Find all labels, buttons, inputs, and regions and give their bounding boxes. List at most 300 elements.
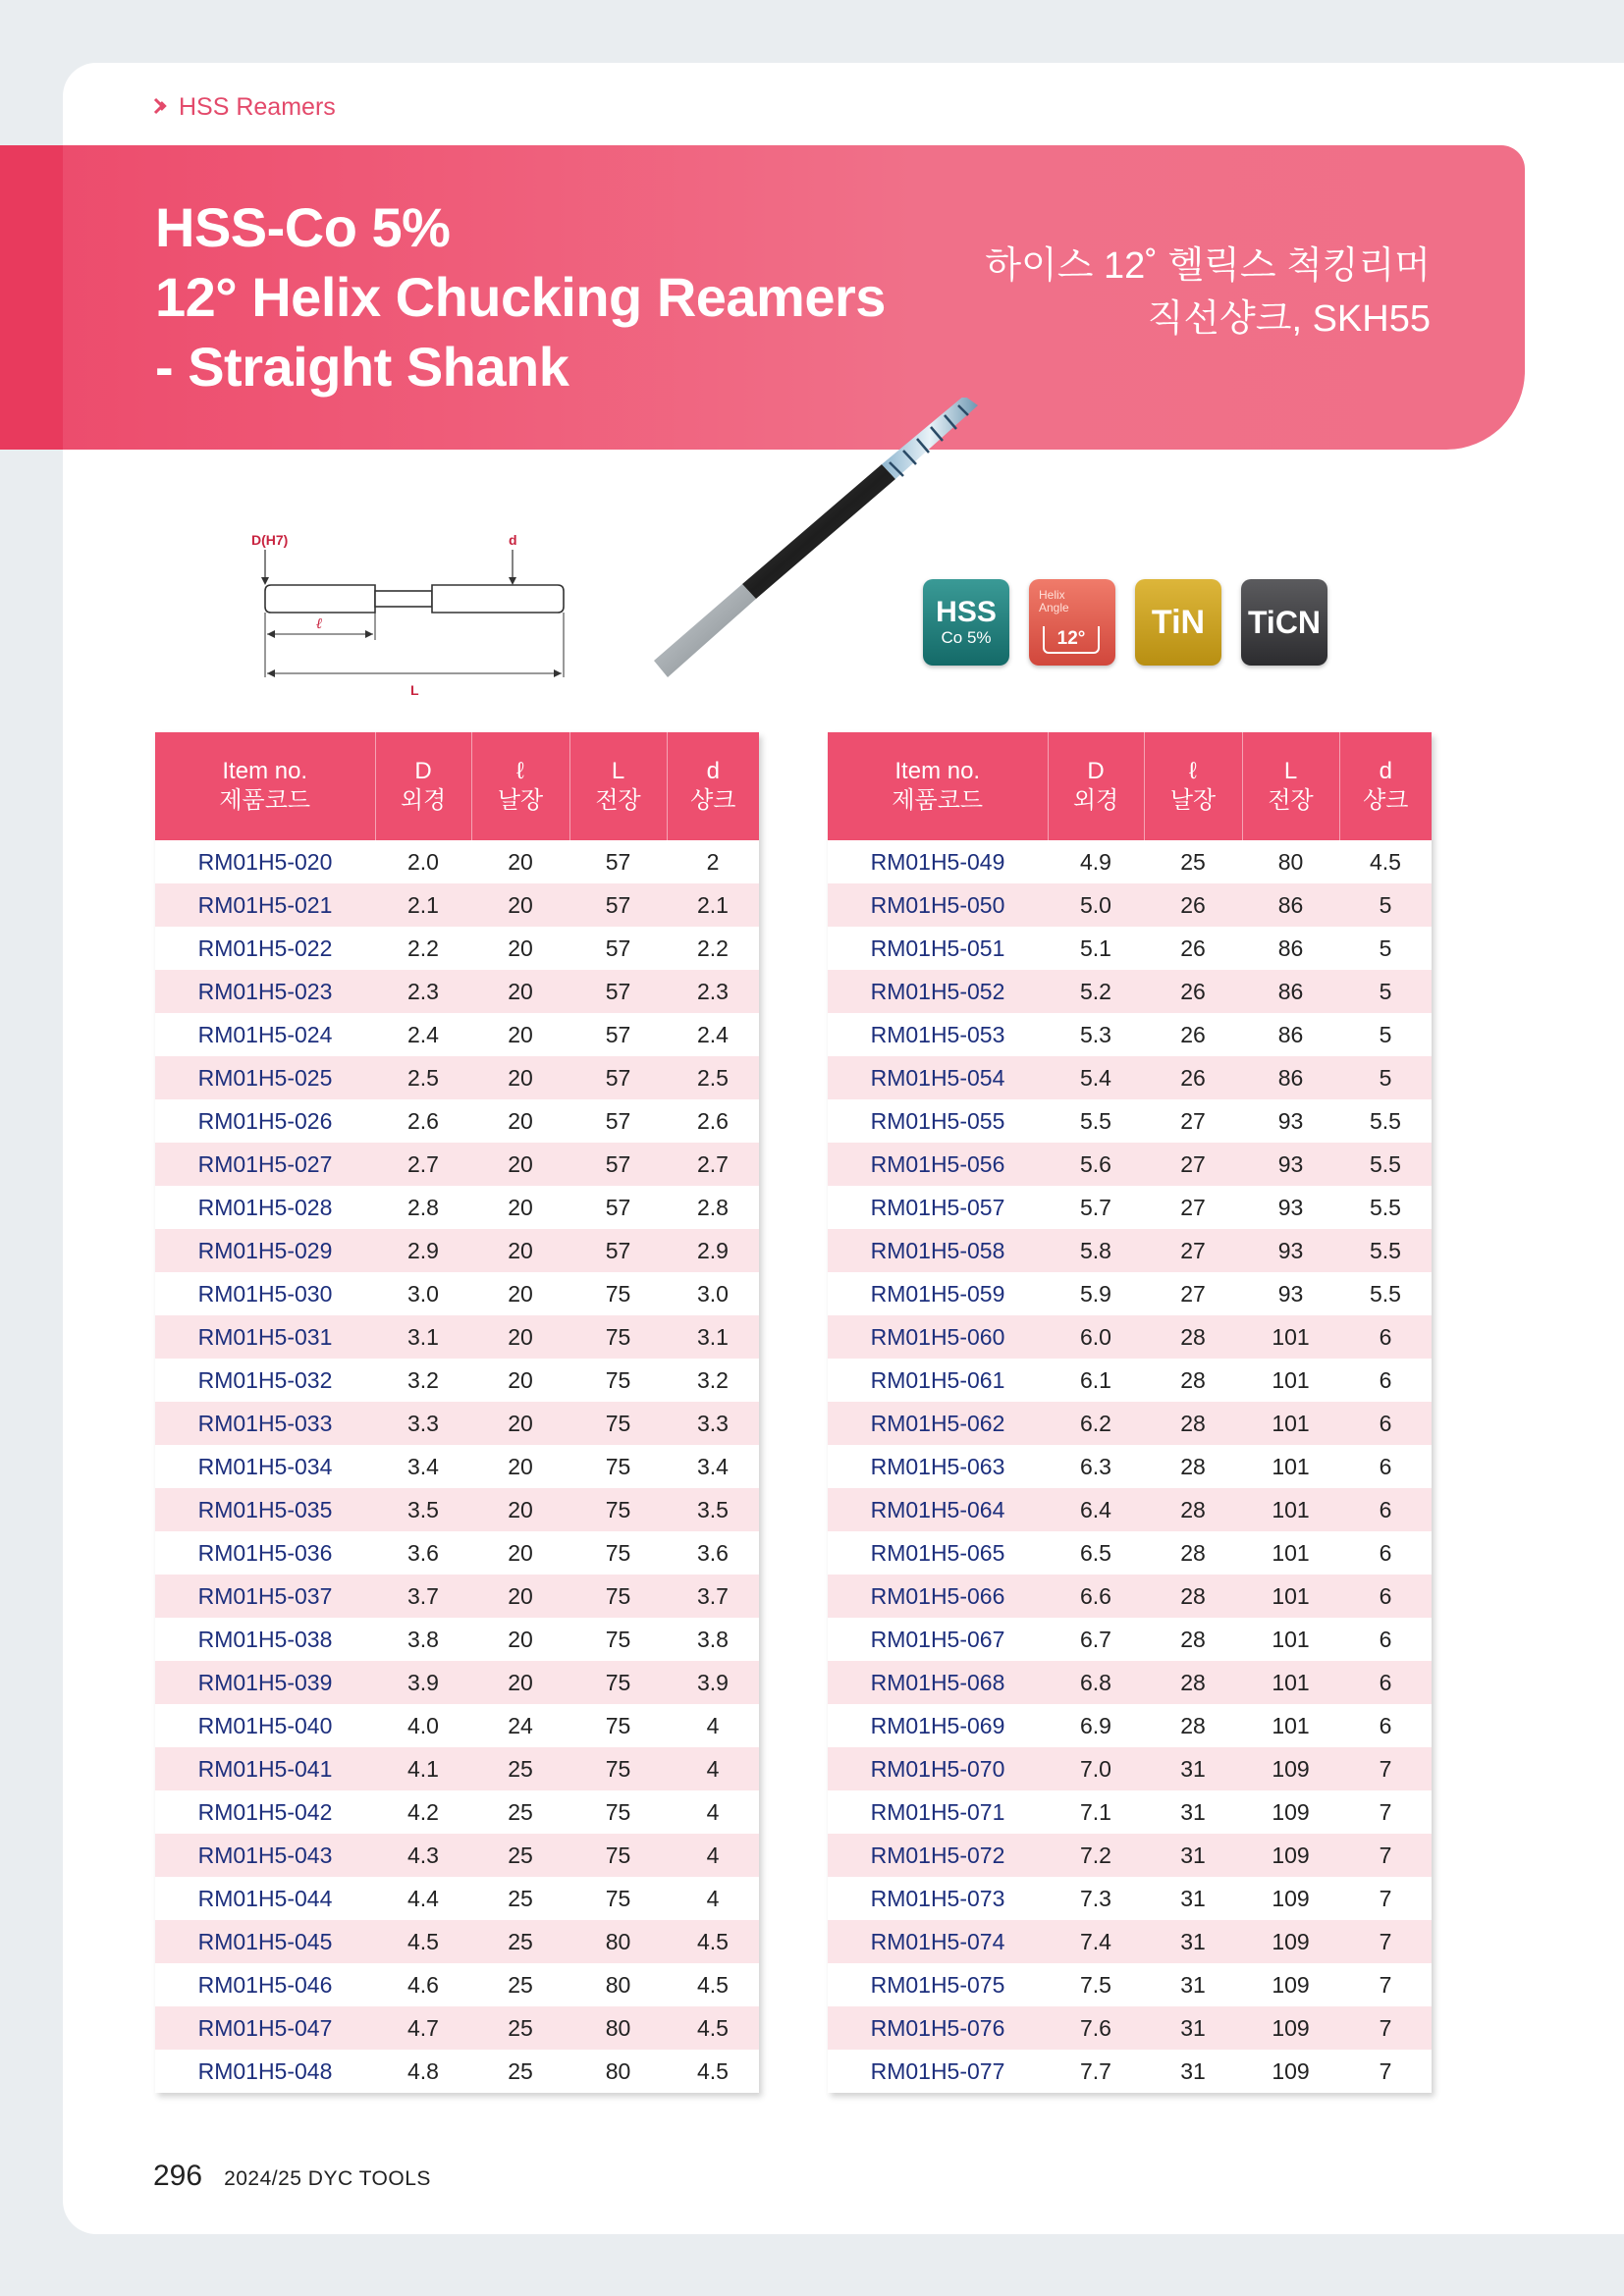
item-code-cell: RM01H5-055 [828, 1099, 1048, 1143]
table-cell: 2.7 [375, 1143, 471, 1186]
item-code-cell: RM01H5-067 [828, 1618, 1048, 1661]
table-cell: 6 [1339, 1704, 1432, 1747]
table-cell: 25 [471, 1920, 569, 1963]
table-cell: 20 [471, 1575, 569, 1618]
table-row [155, 1229, 759, 1272]
item-code-cell: RM01H5-054 [828, 1056, 1048, 1099]
table-cell: 2.1 [375, 883, 471, 927]
table-cell: 3.2 [667, 1359, 759, 1402]
table-cell: 57 [569, 1143, 667, 1186]
table-cell: 31 [1144, 1834, 1242, 1877]
table-cell: 5 [1339, 883, 1432, 927]
table-cell: 57 [569, 1186, 667, 1229]
table-cell: 101 [1242, 1575, 1339, 1618]
table-cell: 57 [569, 883, 667, 927]
table-cell: 109 [1242, 1790, 1339, 1834]
table-cell: 93 [1242, 1272, 1339, 1315]
table-cell: 6 [1339, 1618, 1432, 1661]
table-row [828, 1315, 1432, 1359]
table-cell: 75 [569, 1790, 667, 1834]
table-cell: 3.8 [375, 1618, 471, 1661]
column-header: L 전장 [1242, 732, 1339, 840]
item-code-cell: RM01H5-026 [155, 1099, 375, 1143]
table-cell: 28 [1144, 1315, 1242, 1359]
table-cell: 27 [1144, 1229, 1242, 1272]
table-cell: 80 [569, 1963, 667, 2006]
breadcrumb[interactable] [153, 92, 336, 122]
table-cell: 6 [1339, 1315, 1432, 1359]
table-cell: 25 [471, 2006, 569, 2050]
table-cell: 93 [1242, 1229, 1339, 1272]
table-cell: 57 [569, 1099, 667, 1143]
item-code-cell: RM01H5-022 [155, 927, 375, 970]
table-cell: 5.5 [1339, 1272, 1432, 1315]
item-code-cell: RM01H5-071 [828, 1790, 1048, 1834]
table-cell: 86 [1242, 970, 1339, 1013]
table-cell: 80 [569, 2006, 667, 2050]
table-cell: 75 [569, 1834, 667, 1877]
table-cell: 5.5 [1339, 1186, 1432, 1229]
table-row [155, 1575, 759, 1618]
item-code-cell: RM01H5-032 [155, 1359, 375, 1402]
table-row [155, 1402, 759, 1445]
table-row [155, 1143, 759, 1186]
table-row [155, 1704, 759, 1747]
table-cell: 5.8 [1048, 1229, 1144, 1272]
table-row [828, 1575, 1432, 1618]
table-cell: 101 [1242, 1661, 1339, 1704]
table-cell: 4.5 [1339, 840, 1432, 883]
label-l: ℓ [316, 616, 323, 632]
table-cell: 25 [471, 1834, 569, 1877]
item-code-cell: RM01H5-063 [828, 1445, 1048, 1488]
diagram-flute [265, 585, 375, 613]
table-row [155, 1013, 759, 1056]
table-row [828, 1834, 1432, 1877]
item-code-cell: RM01H5-062 [828, 1402, 1048, 1445]
column-header: L 전장 [569, 732, 667, 840]
table-cell: 75 [569, 1315, 667, 1359]
table-row [828, 1488, 1432, 1531]
chevron-right-icon [153, 93, 179, 122]
table-cell: 2.4 [667, 1013, 759, 1056]
table-cell: 31 [1144, 2006, 1242, 2050]
table-cell: 31 [1144, 1920, 1242, 1963]
table-cell: 26 [1144, 927, 1242, 970]
table-cell: 28 [1144, 1575, 1242, 1618]
table-row [155, 1445, 759, 1488]
item-code-cell: RM01H5-043 [155, 1834, 375, 1877]
table-cell: 109 [1242, 1877, 1339, 1920]
table-cell: 2.6 [375, 1099, 471, 1143]
table-cell: 101 [1242, 1704, 1339, 1747]
table-cell: 7 [1339, 1834, 1432, 1877]
table-cell: 20 [471, 1531, 569, 1575]
table-row [155, 1618, 759, 1661]
table-cell: 75 [569, 1747, 667, 1790]
item-code-cell: RM01H5-024 [155, 1013, 375, 1056]
table-cell: 25 [471, 1877, 569, 1920]
item-code-cell: RM01H5-051 [828, 927, 1048, 970]
table-cell: 7.6 [1048, 2006, 1144, 2050]
table-cell: 3.7 [667, 1575, 759, 1618]
table-cell: 4 [667, 1834, 759, 1877]
table-cell: 5.5 [1048, 1099, 1144, 1143]
table-row [155, 1790, 759, 1834]
item-code-cell: RM01H5-050 [828, 883, 1048, 927]
item-code-cell: RM01H5-075 [828, 1963, 1048, 2006]
table-cell: 2.8 [667, 1186, 759, 1229]
table-cell: 2.9 [667, 1229, 759, 1272]
table-cell: 2 [667, 840, 759, 883]
table-cell: 4 [667, 1704, 759, 1747]
table-body [828, 840, 1432, 2093]
table-cell: 4 [667, 1877, 759, 1920]
table-cell: 28 [1144, 1531, 1242, 1575]
table-cell: 3.8 [667, 1618, 759, 1661]
table-cell: 27 [1144, 1099, 1242, 1143]
item-code-cell: RM01H5-038 [155, 1618, 375, 1661]
column-header: ℓ 날장 [471, 732, 569, 840]
table-cell: 20 [471, 1315, 569, 1359]
table-cell: 57 [569, 840, 667, 883]
table-cell: 5 [1339, 970, 1432, 1013]
table-cell: 6 [1339, 1359, 1432, 1402]
column-header: D 외경 [1048, 732, 1144, 840]
item-code-cell: RM01H5-029 [155, 1229, 375, 1272]
table-cell: 4.5 [667, 1920, 759, 1963]
table-cell: 7 [1339, 2006, 1432, 2050]
item-code-cell: RM01H5-040 [155, 1704, 375, 1747]
table-cell: 101 [1242, 1402, 1339, 1445]
table-row [828, 2006, 1432, 2050]
table-cell: 4.7 [375, 2006, 471, 2050]
column-header: Item no. 제품코드 [828, 732, 1048, 840]
table-cell: 31 [1144, 2050, 1242, 2093]
table-cell: 28 [1144, 1618, 1242, 1661]
table-cell: 2.4 [375, 1013, 471, 1056]
column-header: ℓ 날장 [1144, 732, 1242, 840]
table-cell: 3.5 [375, 1488, 471, 1531]
table-cell: 20 [471, 1099, 569, 1143]
table-cell: 5.9 [1048, 1272, 1144, 1315]
table-cell: 20 [471, 1661, 569, 1704]
table-cell: 6.9 [1048, 1704, 1144, 1747]
table-cell: 86 [1242, 1056, 1339, 1099]
item-code-cell: RM01H5-070 [828, 1747, 1048, 1790]
table-row [828, 1272, 1432, 1315]
item-code-cell: RM01H5-065 [828, 1531, 1048, 1575]
table-cell: 5 [1339, 1013, 1432, 1056]
table-cell: 57 [569, 1013, 667, 1056]
tin-coating-badge: TiN [1135, 579, 1221, 666]
item-code-cell: RM01H5-057 [828, 1186, 1048, 1229]
table-cell: 4.3 [375, 1834, 471, 1877]
table-row [155, 1963, 759, 2006]
table-cell: 57 [569, 1056, 667, 1099]
table-cell: 101 [1242, 1618, 1339, 1661]
table-cell: 5.6 [1048, 1143, 1144, 1186]
table-cell: 101 [1242, 1445, 1339, 1488]
label-d: d [509, 532, 517, 548]
item-code-cell: RM01H5-073 [828, 1877, 1048, 1920]
item-code-cell: RM01H5-034 [155, 1445, 375, 1488]
table-cell: 3.1 [667, 1315, 759, 1359]
table-cell: 109 [1242, 1963, 1339, 2006]
korean-title-line-2: 직선샹크, SKH55 [1147, 298, 1431, 340]
table-cell: 93 [1242, 1186, 1339, 1229]
item-code-cell: RM01H5-049 [828, 840, 1048, 883]
table-cell: 2.2 [375, 927, 471, 970]
item-code-cell: RM01H5-037 [155, 1575, 375, 1618]
table-cell: 2.7 [667, 1143, 759, 1186]
table-row [828, 927, 1432, 970]
table-cell: 6 [1339, 1445, 1432, 1488]
label-D: D(H7) [251, 532, 289, 548]
table-row [828, 1013, 1432, 1056]
table-cell: 7 [1339, 2050, 1432, 2093]
table-cell: 7 [1339, 1747, 1432, 1790]
table-row [828, 840, 1432, 883]
table-cell: 101 [1242, 1488, 1339, 1531]
item-code-cell: RM01H5-076 [828, 2006, 1048, 2050]
table-row [155, 2050, 759, 2093]
table-cell: 93 [1242, 1143, 1339, 1186]
table-cell: 31 [1144, 1790, 1242, 1834]
page-footer [153, 2160, 431, 2193]
table-cell: 26 [1144, 883, 1242, 927]
item-code-cell: RM01H5-074 [828, 1920, 1048, 1963]
table-cell: 5 [1339, 927, 1432, 970]
table-cell: 4.6 [375, 1963, 471, 2006]
table-cell: 57 [569, 970, 667, 1013]
item-code-cell: RM01H5-061 [828, 1359, 1048, 1402]
table-cell: 4.2 [375, 1790, 471, 1834]
dimension-diagram [245, 530, 579, 697]
table-cell: 6.5 [1048, 1531, 1144, 1575]
table-cell: 75 [569, 1877, 667, 1920]
table-cell: 20 [471, 1445, 569, 1488]
table-row [155, 2006, 759, 2050]
helix-angle-badge [1029, 579, 1115, 666]
table-cell: 86 [1242, 1013, 1339, 1056]
table-cell: 3.6 [375, 1531, 471, 1575]
label-L: L [410, 682, 419, 697]
table-cell: 3.1 [375, 1315, 471, 1359]
table-cell: 2.3 [375, 970, 471, 1013]
table-row [155, 1747, 759, 1790]
table-row [828, 1445, 1432, 1488]
feature-badges [923, 579, 1327, 666]
table-cell: 2.9 [375, 1229, 471, 1272]
table-cell: 75 [569, 1575, 667, 1618]
item-code-cell: RM01H5-028 [155, 1186, 375, 1229]
table-cell: 2.3 [667, 970, 759, 1013]
table-row [155, 970, 759, 1013]
table-cell: 28 [1144, 1661, 1242, 1704]
table-row [828, 1099, 1432, 1143]
table-cell: 75 [569, 1445, 667, 1488]
table-cell: 6.0 [1048, 1315, 1144, 1359]
table-cell: 28 [1144, 1445, 1242, 1488]
column-header: d 샹크 [1339, 732, 1432, 840]
table-cell: 6.8 [1048, 1661, 1144, 1704]
table-cell: 7 [1339, 1963, 1432, 2006]
table-cell: 20 [471, 1143, 569, 1186]
table-cell: 27 [1144, 1186, 1242, 1229]
table-cell: 20 [471, 1618, 569, 1661]
table-cell: 7.4 [1048, 1920, 1144, 1963]
item-code-cell: RM01H5-033 [155, 1402, 375, 1445]
table-cell: 20 [471, 840, 569, 883]
table-cell: 5.4 [1048, 1056, 1144, 1099]
table-cell: 2.1 [667, 883, 759, 927]
item-code-cell: RM01H5-036 [155, 1531, 375, 1575]
table-row [828, 1920, 1432, 1963]
table-cell: 101 [1242, 1359, 1339, 1402]
title-line-3: - Straight Shank [155, 336, 569, 398]
table-cell: 2.6 [667, 1099, 759, 1143]
table-cell: 7.0 [1048, 1747, 1144, 1790]
table-row [155, 1315, 759, 1359]
table-cell: 26 [1144, 1013, 1242, 1056]
table-cell: 20 [471, 1056, 569, 1099]
table-cell: 57 [569, 927, 667, 970]
item-code-cell: RM01H5-060 [828, 1315, 1048, 1359]
table-cell: 109 [1242, 2006, 1339, 2050]
table-cell: 3.5 [667, 1488, 759, 1531]
table-cell: 25 [471, 1963, 569, 2006]
table-row [155, 1920, 759, 1963]
table-cell: 75 [569, 1272, 667, 1315]
table-cell: 4.4 [375, 1877, 471, 1920]
hss-badge-sub: Co 5% [941, 628, 992, 647]
table-row [155, 1531, 759, 1575]
item-code-cell: RM01H5-042 [155, 1790, 375, 1834]
table-cell: 6 [1339, 1661, 1432, 1704]
table-row [155, 1056, 759, 1099]
table-cell: 109 [1242, 1834, 1339, 1877]
table-cell: 6.4 [1048, 1488, 1144, 1531]
table-cell: 2.2 [667, 927, 759, 970]
table-cell: 5.5 [1339, 1099, 1432, 1143]
table-cell: 86 [1242, 883, 1339, 927]
table-cell: 6 [1339, 1575, 1432, 1618]
table-cell: 25 [1144, 840, 1242, 883]
column-header: D 외경 [375, 732, 471, 840]
table-row [155, 840, 759, 883]
table-cell: 25 [471, 1790, 569, 1834]
table-cell: 20 [471, 1488, 569, 1531]
table-row [828, 1359, 1432, 1402]
helix-badge-value: 12° [1043, 626, 1100, 654]
table-cell: 75 [569, 1402, 667, 1445]
table-header [828, 732, 1432, 840]
breadcrumb-label: HSS Reamers [179, 92, 336, 121]
table-row [828, 1963, 1432, 2006]
table-cell: 6 [1339, 1402, 1432, 1445]
table-cell: 7.1 [1048, 1790, 1144, 1834]
table-cell: 7.7 [1048, 2050, 1144, 2093]
table-cell: 86 [1242, 927, 1339, 970]
table-cell: 31 [1144, 1877, 1242, 1920]
table-cell: 3.7 [375, 1575, 471, 1618]
table-row [828, 883, 1432, 927]
item-code-cell: RM01H5-020 [155, 840, 375, 883]
table-row [828, 1402, 1432, 1445]
table-cell: 26 [1144, 1056, 1242, 1099]
table-cell: 20 [471, 1229, 569, 1272]
item-code-cell: RM01H5-027 [155, 1143, 375, 1186]
table-cell: 5.0 [1048, 883, 1144, 927]
table-cell: 4.5 [375, 1920, 471, 1963]
table-cell: 6.7 [1048, 1618, 1144, 1661]
korean-title [985, 240, 1431, 346]
table-cell: 2.8 [375, 1186, 471, 1229]
table-cell: 3.4 [375, 1445, 471, 1488]
korean-title-line-1: 하이스 12˚ 헬릭스 척킹리머 [985, 245, 1431, 287]
item-code-cell: RM01H5-072 [828, 1834, 1048, 1877]
table-row [155, 1359, 759, 1402]
table-cell: 31 [1144, 1963, 1242, 2006]
table-cell: 80 [1242, 840, 1339, 883]
table-row [828, 1056, 1432, 1099]
table-cell: 28 [1144, 1359, 1242, 1402]
table-cell: 20 [471, 883, 569, 927]
table-body [155, 840, 759, 2093]
item-code-cell: RM01H5-056 [828, 1143, 1048, 1186]
table-cell: 3.9 [667, 1661, 759, 1704]
table-cell: 4.9 [1048, 840, 1144, 883]
table-cell: 6 [1339, 1488, 1432, 1531]
item-code-cell: RM01H5-053 [828, 1013, 1048, 1056]
title-line-2: 12° Helix Chucking Reamers [155, 266, 886, 328]
table-row [155, 1488, 759, 1531]
table-row [155, 1186, 759, 1229]
table-row [155, 1877, 759, 1920]
table-row [828, 1877, 1432, 1920]
table-row [155, 883, 759, 927]
table-row [828, 1186, 1432, 1229]
table-cell: 3.0 [375, 1272, 471, 1315]
table-row [155, 1099, 759, 1143]
table-cell: 7 [1339, 1920, 1432, 1963]
diagram-shank [432, 585, 564, 613]
item-code-cell: RM01H5-068 [828, 1661, 1048, 1704]
table-row [828, 1747, 1432, 1790]
table-cell: 6.1 [1048, 1359, 1144, 1402]
table-cell: 93 [1242, 1099, 1339, 1143]
table-row [155, 927, 759, 970]
table-cell: 101 [1242, 1315, 1339, 1359]
table-cell: 109 [1242, 1747, 1339, 1790]
table-cell: 75 [569, 1704, 667, 1747]
table-cell: 27 [1144, 1272, 1242, 1315]
item-code-cell: RM01H5-059 [828, 1272, 1048, 1315]
table-row [828, 1229, 1432, 1272]
table-row [828, 1143, 1432, 1186]
table-cell: 5.1 [1048, 927, 1144, 970]
item-code-cell: RM01H5-023 [155, 970, 375, 1013]
table-cell: 75 [569, 1531, 667, 1575]
table-cell: 7.3 [1048, 1877, 1144, 1920]
item-code-cell: RM01H5-035 [155, 1488, 375, 1531]
table-cell: 109 [1242, 1920, 1339, 1963]
table-cell: 3.4 [667, 1445, 759, 1488]
table-cell: 3.2 [375, 1359, 471, 1402]
table-cell: 4 [667, 1747, 759, 1790]
publication-name: 2024/25 DYC TOOLS [224, 2167, 431, 2190]
